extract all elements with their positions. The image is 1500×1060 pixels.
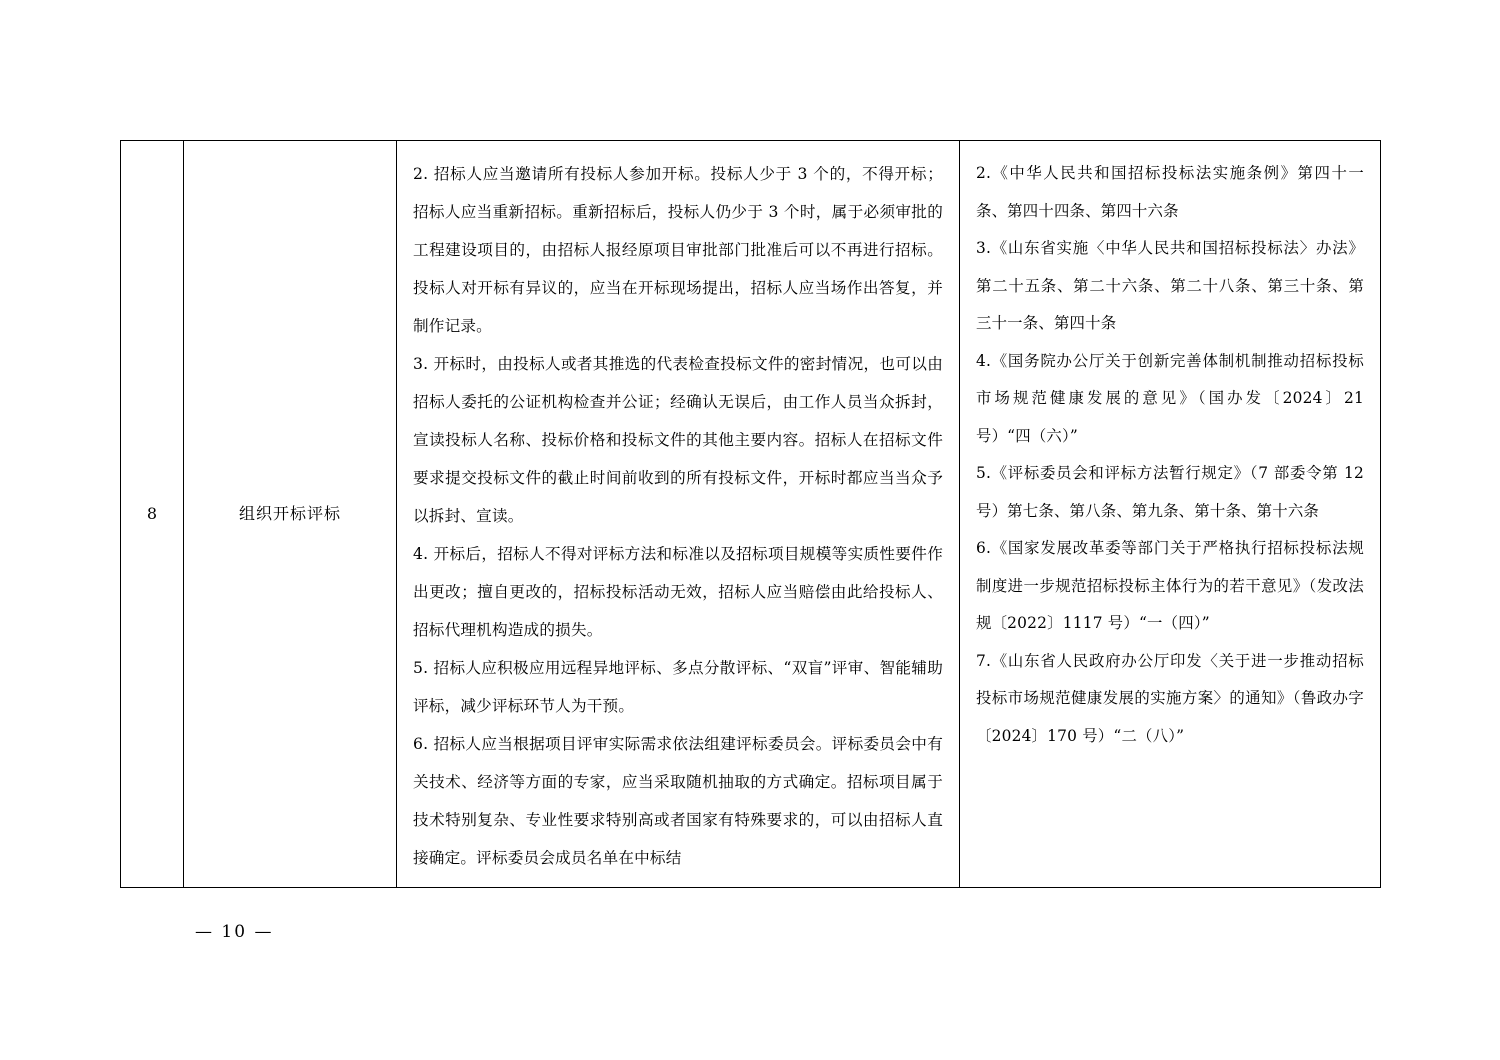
basis-paragraph: 3.《山东省实施〈中华人民共和国招标投标法〉办法》第二十五条、第二十六条、第二十八条、第三十条、第三十一条、第四十条 [976, 239, 1364, 332]
content-paragraph: 5. 招标人应积极应用远程异地评标、多点分散评标、“双盲”评审、智能辅助评标，减少评标环节人为干预。 [413, 659, 943, 715]
basis-paragraph: 2.《中华人民共和国招标投标法实施条例》第四十一条、第四十四条、第四十六条 [976, 164, 1364, 220]
row-number: 8 [146, 504, 158, 523]
basis-text-block [960, 141, 1380, 765]
basis-paragraph: 7.《山东省人民政府办公厅印发〈关于进一步推动招标投标市场规范健康发展的实施方案〉的通知》（鲁政办字〔2024〕170 号）“二（八）” [976, 651, 1364, 745]
basis-paragraph: 5.《评标委员会和评标方法暂行规定》（7 部委令第 12 号）第七条、第八条、第九条、第十条、第十六条 [976, 464, 1364, 520]
content-paragraph: 2. 招标人应当邀请所有投标人参加开标。投标人少于 3 个的，不得开标；招标人应当重新招标。重新招标后，投标人仍少于 3 个时，属于必须审批的工程建设项目的，由招标人报经原项目审批部门批准后可以不再进行招标。投标人对开标有异议的，应当在开标现场提出，招标人应当场作出答复，并制作记录。 [413, 165, 943, 335]
content-text-block [397, 141, 959, 887]
row-number-cell [121, 141, 184, 888]
row-content-cell [397, 141, 960, 888]
table-row [121, 141, 1381, 888]
row-item-label: 组织开标评标 [238, 504, 341, 523]
basis-paragraph: 6.《国家发展改革委等部门关于严格执行招标投标法规制度进一步规范招标投标主体行为的若干意见》（发改法规〔2022〕1117 号）“一（四）” [976, 539, 1364, 632]
content-paragraph: 6. 招标人应当根据项目评审实际需求依法组建评标委员会。评标委员会中有关技术、经济等方面的专家，应当采取随机抽取的方式确定。招标项目属于技术特别复杂、专业性要求特别高或者国家有特殊要求的，可以由招标人直接确定。评标委员会成员名单在中标结 [413, 735, 943, 867]
basis-paragraph: 4.《国务院办公厅关于创新完善体制机制推动招标投标市场规范健康发展的意见》（国办发〔2024〕21 号）“四（六）” [976, 351, 1364, 445]
row-item-cell [184, 141, 397, 888]
page-number: — 10 — [195, 922, 274, 942]
row-basis-cell [960, 141, 1381, 888]
regulation-table [120, 140, 1381, 888]
content-paragraph: 4. 开标后，招标人不得对评标方法和标准以及招标项目规模等实质性要件作出更改；擅自更改的，招标投标活动无效，招标人应当赔偿由此给投标人、招标代理机构造成的损失。 [413, 545, 943, 639]
content-paragraph: 3. 开标时，由投标人或者其推选的代表检查投标文件的密封情况，也可以由招标人委托的公证机构检查并公证；经确认无误后，由工作人员当众拆封，宣读投标人名称、投标价格和投标文件的其他主要内容。招标人在招标文件要求提交投标文件的截止时间前收到的所有投标文件，开标时都应当当众予以拆封、宣读。 [413, 355, 943, 525]
